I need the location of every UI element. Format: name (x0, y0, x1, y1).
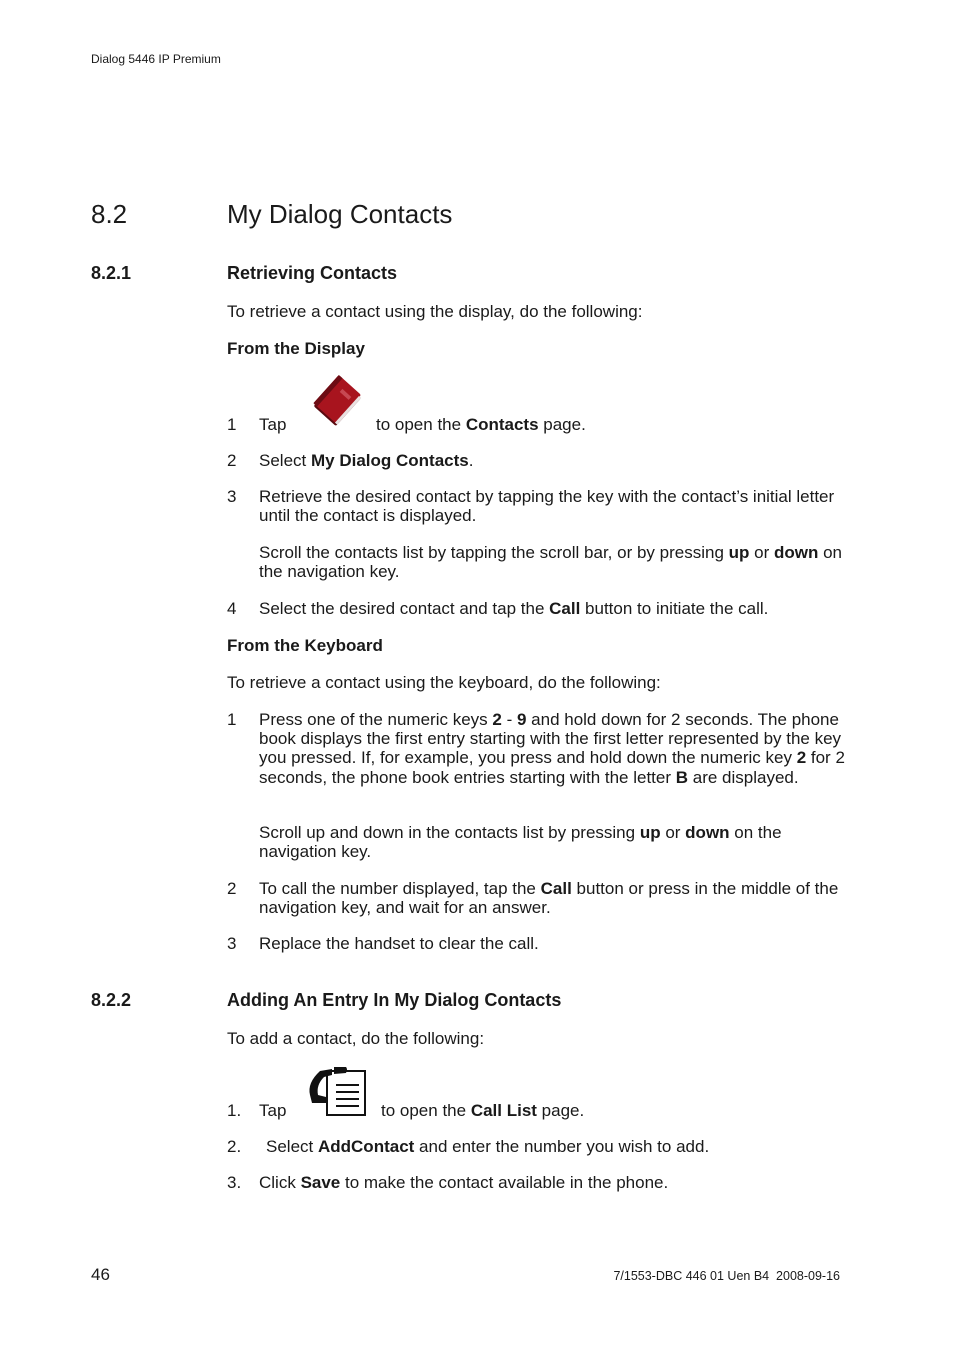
keyboard-heading: From the Keyboard (227, 636, 383, 655)
add-intro: To add a contact, do the following: (227, 1029, 485, 1048)
step-number: 2 (227, 451, 237, 470)
section-number: 8.2 (91, 199, 128, 229)
step-number: 1 (227, 415, 237, 434)
page-number: 46 (91, 1265, 110, 1284)
subsection-title: Retrieving Contacts (227, 263, 398, 283)
step-number: 4 (227, 599, 237, 618)
step-number: 3 (227, 934, 237, 953)
step-tap-label: Tap (259, 415, 287, 434)
step-number: 1 (227, 710, 237, 729)
step-number: 2. (227, 1137, 242, 1156)
call-list-icon[interactable] (304, 1065, 368, 1119)
step-text: Press one of the numeric keys 2 - 9 and hold down for 2 seconds. The phone book displays the first entry starting with the first letter represented by the key you pressed. If, for example, you press and hold down the numeric key 2 for 2 seconds, the phone book entries starting with the letter B are displayed. (259, 710, 845, 787)
step-number: 3 (227, 487, 237, 506)
running-header: Dialog 5446 IP Premium (91, 52, 221, 66)
step-text: Select My Dialog Contacts. (259, 451, 474, 470)
step-text: Select the desired contact and tap the Call button to initiate the call. (259, 599, 769, 618)
step-note: Scroll up and down in the contacts list by pressing up or down on the navigation key. (259, 823, 782, 862)
step-number: 1. (227, 1101, 242, 1120)
step-number: 2 (227, 879, 237, 898)
step-text: Retrieve the desired contact by tapping the key with the contact’s initial letter until the contact is displayed. (259, 487, 835, 526)
step-text: to open the Call List page. (381, 1101, 585, 1120)
document-reference: 7/1553-DBC 446 01 Uen B4 2008-09-16 (613, 1269, 840, 1283)
step-text: To call the number displayed, tap the Call button or press in the middle of the navigation key, and wait for an answer. (259, 879, 839, 918)
keyboard-intro: To retrieve a contact using the keyboard, do the following: (227, 673, 661, 692)
intro-paragraph: To retrieve a contact using the display, do the following: (227, 302, 643, 321)
display-heading: From the Display (227, 339, 365, 358)
step-text: Select AddContact and enter the number you wish to add. (266, 1137, 710, 1156)
step-text: Click Save to make the contact available in the phone. (259, 1173, 669, 1192)
step-tap-label: Tap (259, 1101, 287, 1120)
subsection-title: Adding An Entry In My Dialog Contacts (227, 990, 562, 1010)
subsection-number: 8.2.2 (91, 990, 132, 1010)
step-number: 3. (227, 1173, 242, 1192)
section-title: My Dialog Contacts (227, 199, 453, 229)
step-text: Replace the handset to clear the call. (259, 934, 539, 953)
step-note: Scroll the contacts list by tapping the scroll bar, or by pressing up or down on the navigation key. (259, 543, 842, 582)
subsection-number: 8.2.1 (91, 263, 132, 283)
contacts-book-icon[interactable] (310, 374, 362, 430)
step-text: to open the Contacts page. (376, 415, 586, 434)
